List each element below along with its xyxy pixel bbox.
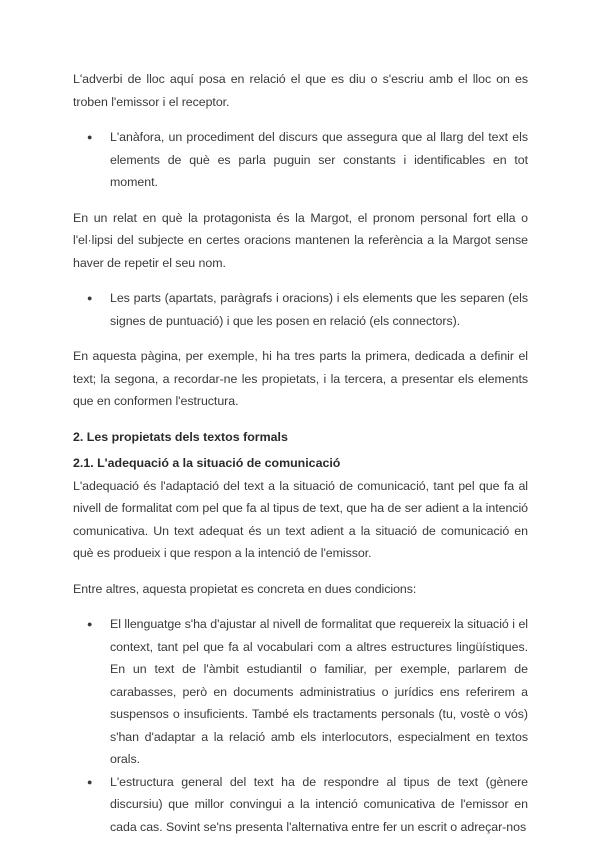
list-item-text: L'anàfora, un procediment del discurs que assegura que al llarg del text els elements de què es parla puguin ser constants i identificables en tot moment. (110, 130, 528, 189)
list-item-text: L'estructura general del text ha de respondre al tipus de text (gènere discursiu) que millor convingui a la intenció comunicativa de l'emissor en cada cas. Sovint se'ns presenta l'alternativa entre fer un escrit o adreçar-nos (110, 774, 528, 834)
bullet-icon: ● (87, 293, 93, 303)
list-item-text: El llenguatge s'ha d'ajustar al nivell de formalitat que requereix la situació i el context, tant pel que fa al vocabulari com a altres estructures lingüístiques. En un text de l'àmbit estudiantil o familiar, per exemple, parlarem de carabasses, però en documents administratius o jurídics ens referirem a suspensos o insuficients. També els tractaments personals (tu, vostè o vós) s'han d'adaptar a la relació amb els interlocutors, especialment en textos orals. (110, 617, 528, 766)
list-item-anafora (73, 126, 528, 194)
list-item-text: Les parts (apartats, paràgrafs i oracions) i els elements que les separen (els signes de puntuació) i que les posen en relació (els connectors). (110, 291, 528, 328)
list-item-parts (73, 287, 528, 332)
bullet-icon: ● (87, 619, 93, 629)
paragraph-adverbi: L'adverbi de lloc aquí posa en relació el que es diu o s'escriu amb el lloc on es troben l'emissor i el receptor. (73, 72, 528, 109)
bullet-icon: ● (87, 776, 93, 787)
document-page (73, 68, 528, 838)
section-heading: 2. Les propietats dels textos formals (73, 429, 288, 444)
paragraph-aquesta-pagina: En aquesta pàgina, per exemple, hi ha tres parts la primera, dedicada a definir el text; la segona, a recordar-ne les propietats, i la tercera, a presentar els elements que en conformen l'estructura. (73, 349, 528, 408)
list-item-llenguatge (73, 613, 528, 771)
paragraph-margot: En un relat en què la protagonista és la Margot, el pronom personal fort ella o l'el·lipsi del subjecte en certes oracions mantenen la referència a la Margot sense haver de repetir el seu nom. (73, 210, 528, 270)
bullet-icon: ● (87, 132, 93, 142)
list-item-estructura (73, 771, 528, 839)
paragraph-condicions: Entre altres, aquesta propietat es concreta en dues condicions: (73, 581, 417, 596)
subsection-heading: 2.1. L'adequació a la situació de comunicació (73, 456, 341, 470)
paragraph-adequacio: L'adequació és l'adaptació del text a la situació de comunicació, tant pel que fa al nivell de formalitat com pel que fa al tipus de text, que ha de ser adient a la intenció comunicativa. Un text adequat és un text adient a la situació de comunicació en què es produeix i que respon a la intenció de l'emissor. (73, 478, 528, 560)
